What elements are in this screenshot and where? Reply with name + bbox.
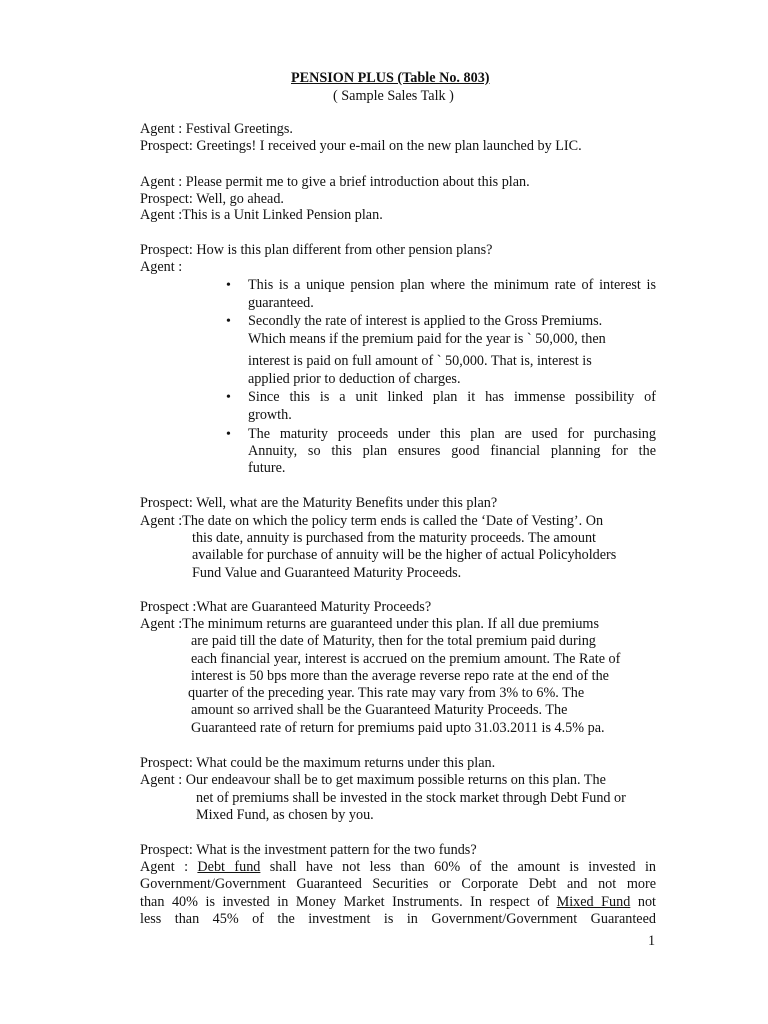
text-line: Government/Government Guaranteed Securities or Corporate Debt and not more (140, 876, 656, 892)
text-line: Prospect: How is this plan different from other pension plans? (140, 242, 493, 258)
bullet-text: Since this is a unit linked plan it has immense possibility of (248, 389, 656, 405)
page-number: 1 (648, 933, 656, 949)
doc-subtitle: ( Sample Sales Talk ) (333, 88, 454, 104)
text-line: Fund Value and Guaranteed Maturity Proceeds. (192, 565, 462, 581)
bullet-icon: • (226, 278, 231, 293)
text-line (140, 859, 656, 876)
text-line: available for purchase of annuity will be the higher of actual Policyholders (192, 547, 617, 563)
bullet-text: growth. (248, 407, 292, 423)
bullet-text: Secondly the rate of interest is applied to the Gross Premiums. (248, 313, 603, 329)
text-line: Prospect: What is the investment pattern for the two funds? (140, 842, 477, 858)
bullet-text: This is a unique pension plan where the minimum rate of interest is (248, 277, 656, 293)
text-line: Prospect :What are Guaranteed Maturity Proceeds? (140, 599, 432, 615)
text-line: Agent :The date on which the policy term ends is called the ‘Date of Vesting’. On (140, 513, 604, 529)
text-line: this date, annuity is purchased from the maturity proceeds. The amount (192, 530, 596, 546)
text-line: Prospect: Greetings! I received your e-mail on the new plan launched by LIC. (140, 138, 582, 154)
bullet-text: interest is paid on full amount of ` 50,000. That is, interest is (248, 353, 592, 369)
bullet-text: Annuity, so this plan ensures good financial planning for the (248, 443, 656, 459)
bullet-icon: • (226, 427, 231, 442)
text-line: interest is 50 bps more than the average reverse repo rate at the end of the (191, 668, 609, 684)
text-line: Agent : Please permit me to give a brief introduction about this plan. (140, 174, 530, 190)
bullet-text: applied prior to deduction of charges. (248, 371, 461, 387)
bullet-icon: • (226, 390, 231, 405)
text-line: Agent :The minimum returns are guaranteed under this plan. If all due premiums (140, 616, 599, 632)
doc-title: PENSION PLUS (Table No. 803) (291, 70, 490, 86)
text-line (140, 894, 656, 911)
bullet-text: future. (248, 460, 286, 476)
text-line: Agent : Our endeavour shall be to get maximum possible returns on this plan. The (140, 772, 606, 788)
bullet-text: The maturity proceeds under this plan are used for purchasing (248, 426, 656, 442)
text-line: Agent : (140, 259, 183, 275)
text-line: Agent :This is a Unit Linked Pension plan. (140, 207, 383, 223)
text-line: each financial year, interest is accrued on the premium amount. The Rate of (191, 651, 621, 667)
text-line: amount so arrived shall be the Guaranteed Maturity Proceeds. The (191, 702, 568, 718)
text-line: Mixed Fund, as chosen by you. (196, 807, 374, 823)
text-line: Prospect: Well, go ahead. (140, 191, 284, 207)
text-span: not (630, 894, 656, 910)
bullet-text: Which means if the premium paid for the year is ` 50,000, then (248, 331, 606, 347)
text-span: than 40% is invested in Money Market Instruments. In respect of (140, 894, 557, 910)
text-line: Guaranteed rate of return for premiums paid upto 31.03.2011 is 4.5% pa. (191, 720, 605, 736)
mixed-fund-term: Mixed Fund (556, 894, 631, 910)
text-line: quarter of the preceding year. This rate may vary from 3% to 6%. The (188, 685, 585, 701)
text-span: shall have not less than 60% of the amount is invested in (260, 859, 656, 875)
text-line: Prospect: Well, what are the Maturity Benefits under this plan? (140, 495, 498, 511)
text-line: less than 45% of the investment is in Government/Government Guaranteed (140, 911, 656, 927)
bullet-text: guaranteed. (248, 295, 314, 311)
debt-fund-term: Debt fund (197, 859, 261, 875)
text-line: Prospect: What could be the maximum returns under this plan. (140, 755, 496, 771)
text-span: Agent : (140, 859, 198, 875)
text-line: net of premiums shall be invested in the stock market through Debt Fund or (196, 790, 626, 806)
text-line: are paid till the date of Maturity, then for the total premium paid during (191, 633, 596, 649)
bullet-icon: • (226, 314, 231, 329)
text-line: Agent : Festival Greetings. (140, 121, 293, 137)
